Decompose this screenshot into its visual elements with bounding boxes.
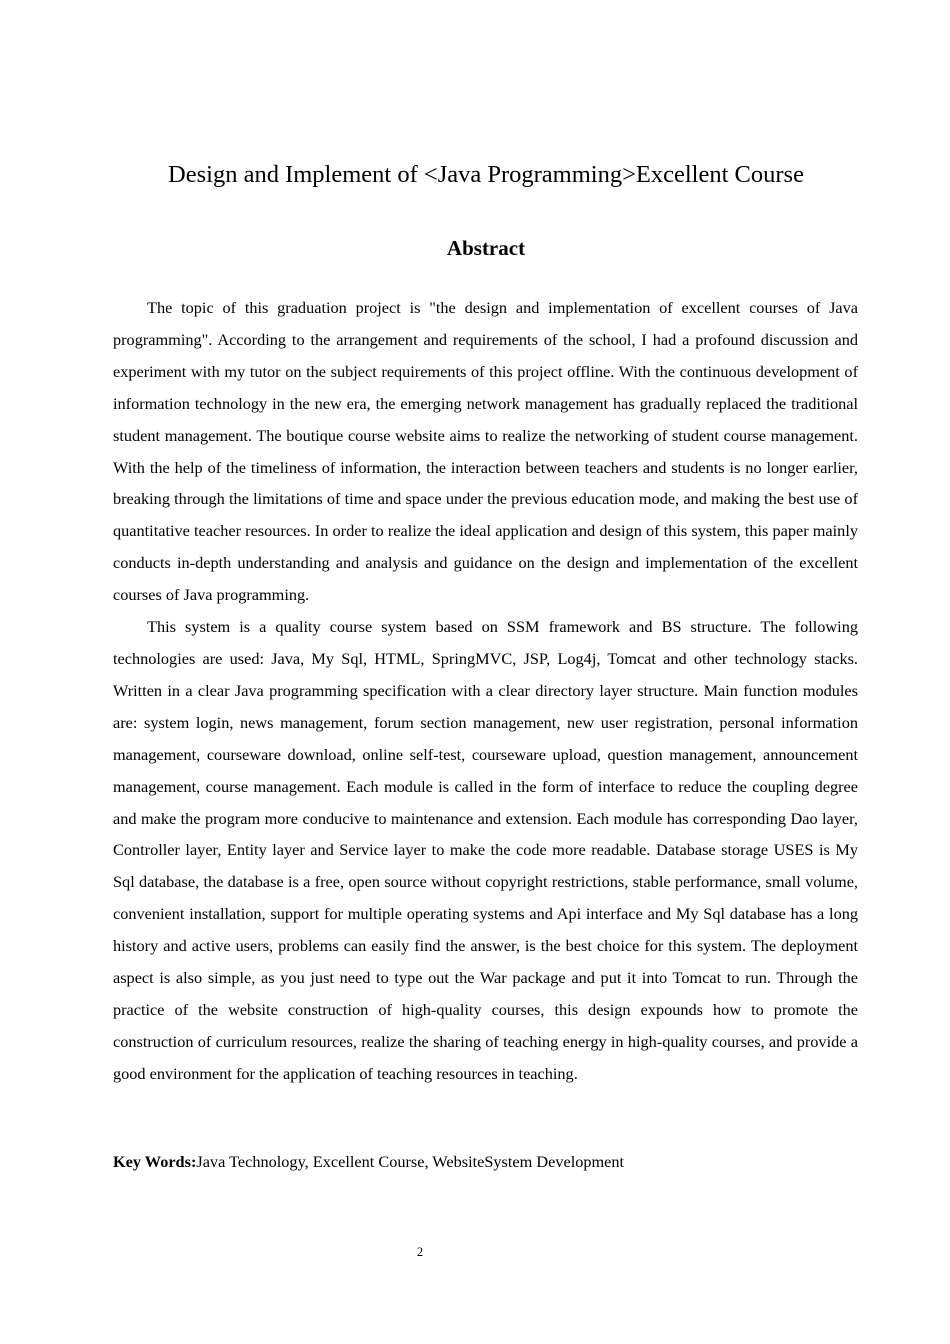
abstract-heading: Abstract — [446, 236, 526, 260]
abstract-paragraph-1: The topic of this graduation project is "the design and implementation of excellent courses of Java programming". According to the arrangement and requirements of the school, I had a profound discussion and experiment with my tutor on the subject requirements of this project offline. With the continuous development of information technology in the new era, the emerging network management has gradually replaced the traditional student management. The boutique course website aims to realize the networking of student course management. With the help of the timeliness of information, the interaction between teachers and students is no longer earlier, breaking through the limitations of time and space under the previous education mode, and making the best use of quantitative teacher resources. In order to realize the ideal application and design of this system, this paper mainly conducts in-depth understanding and analysis and guidance on the design and implementation of the excellent courses of Java programming. — [113, 298, 858, 605]
abstract-paragraph-2: This system is a quality course system based on SSM framework and BS structure. The following technologies are used: Java, My Sql, HTML, SpringMVC, JSP, Log4j, Tomcat and other technology stacks. Written in a clear Java programming specification with a clear directory layer structure. Main function modules are: system login, news management, forum section management, new user registration, personal information management, courseware download, online self-test, courseware upload, question management, announcement management, course management. Each module is called in the form of interface to reduce the coupling degree and make the program more conducive to maintenance and extension. Each module has corresponding Dao layer, Controller layer, Entity layer and Service layer to make the code more readable. Database storage USES is My Sql database, the database is a free, open source without copyright restrictions, stable performance, small volume, convenient installation, support for multiple operating systems and Api interface and My Sql database has a long history and active users, problems can easily find the answer, is the best choice for this system. The deployment aspect is also simple, as you just need to type out the War package and put it into Tomcat to run. Through the practice of the website construction of high-quality courses, this design expounds how to promote the construction of curriculum resources, realize the sharing of teaching energy in high-quality courses, and provide a good environment for the application of teaching resources in teaching. — [113, 617, 858, 1083]
page-number: 2 — [416, 1245, 424, 1259]
document-title: Design and Implement of <Java Programming>Excellent Course — [168, 161, 804, 188]
abstract-body — [113, 292, 858, 1090]
keywords-text: Java Technology, Excellent Course, WebsiteSystem Development — [196, 1152, 625, 1171]
keywords-label: Key Words: — [113, 1152, 197, 1171]
keywords-line — [113, 1148, 858, 1176]
